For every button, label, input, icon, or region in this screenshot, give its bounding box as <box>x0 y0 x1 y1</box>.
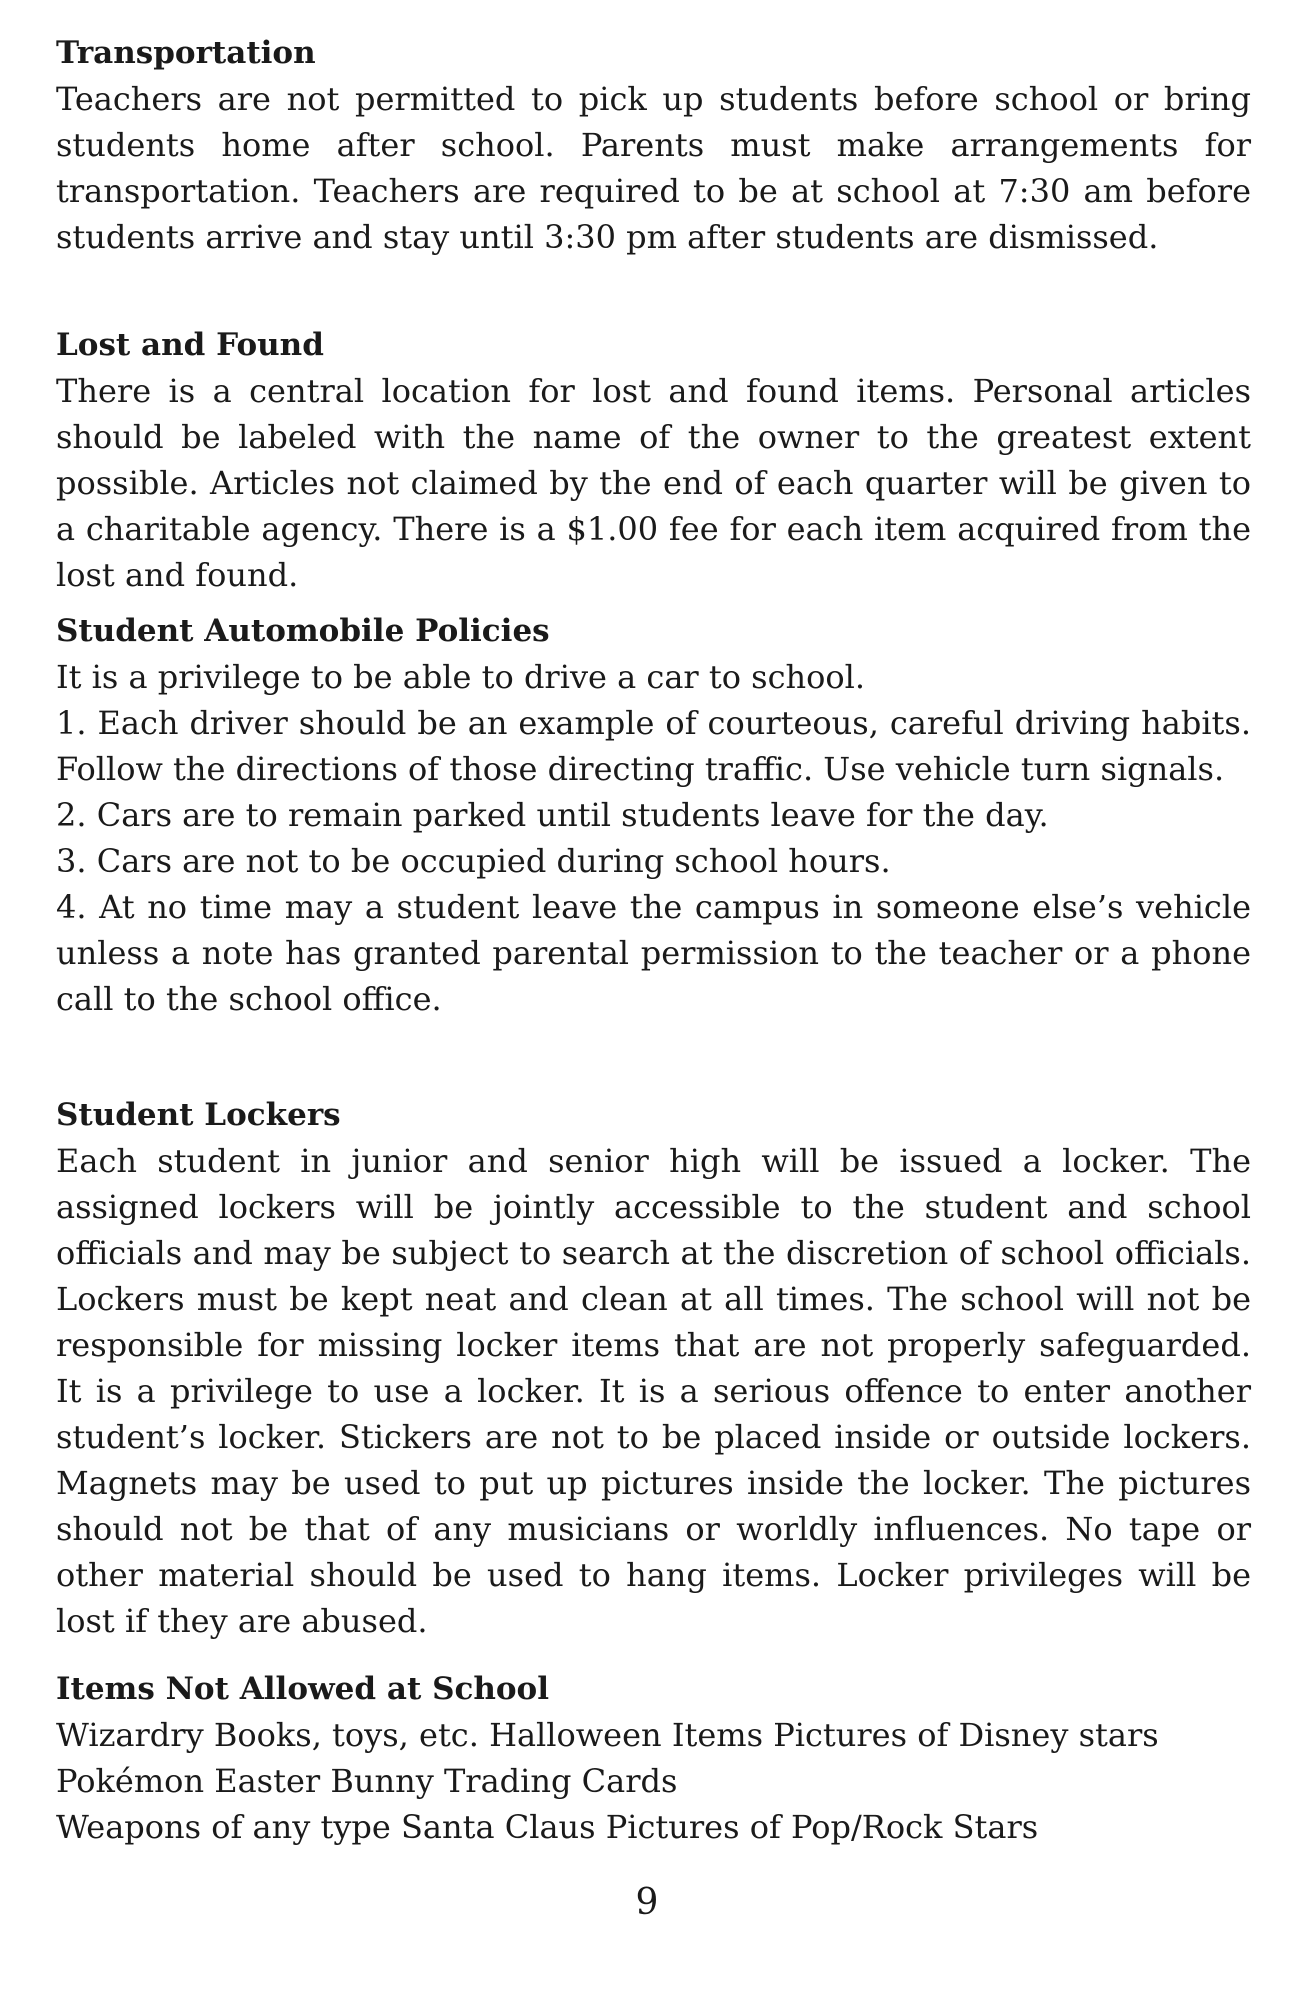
automobile-rule-4: 4. At no time may a student leave the campus in someone else’s vehicle unless a note has granted parental permission to the teacher or a phone call to the school office. <box>56 888 1251 1018</box>
items-not-allowed-line-1: Wizardry Books, toys, etc. Halloween Items Pictures of Disney stars <box>56 1716 1159 1754</box>
transportation-paragraph: Teachers are not permitted to pick up students before school or bring students home after school. Parents must make arrangements for transportation. Teachers are required to be at school at 7:30 am before students arrive and stay until 3:30 pm after students are dismissed. <box>56 80 1251 256</box>
automobile-rule-3: 3. Cars are not to be occupied during school hours. <box>56 842 891 880</box>
section-items-not-allowed <box>56 1666 1251 1850</box>
section-title-items-not-allowed: Items Not Allowed at School <box>56 1671 550 1707</box>
page-number: 9 <box>635 1882 659 1923</box>
section-student-lockers <box>56 1092 1251 1644</box>
document-page <box>56 30 1251 1850</box>
section-lost-and-found <box>56 322 1251 598</box>
lost-and-found-paragraph: There is a central location for lost and found items. Personal articles should be labeled with the name of the owner to the greatest extent possible. Articles not claimed by the end of each quarter will be given to a charitable agency. There is a $1.00 fee for each item acquired from the lost and found. <box>56 372 1251 594</box>
section-automobile-policies <box>56 608 1251 1022</box>
section-title-automobile-policies: Student Automobile Policies <box>56 613 550 649</box>
automobile-rule-2: 2. Cars are to remain parked until students leave for the day. <box>56 796 1049 834</box>
section-transportation <box>56 30 1251 260</box>
section-title-lost-and-found: Lost and Found <box>56 327 324 363</box>
section-title-student-lockers: Student Lockers <box>56 1097 341 1133</box>
lockers-paragraph: Each student in junior and senior high will be issued a locker. The assigned lockers will be jointly accessible to the student and school officials and may be subject to search at the discretion of school officials. Lockers must be kept neat and clean at all times. The school will not be responsible for missing locker items that are not properly safeguarded. It is a privilege to use a locker. It is a serious offence to enter another student’s locker. Stickers are not to be placed inside or outside lockers. Magnets may be used to put up pictures inside the locker. The pictures should not be that of any musicians or worldly influences. No tape or other material should be used to hang items. Locker privileges will be lost if they are abused. <box>56 1142 1251 1640</box>
items-not-allowed-line-3: Weapons of any type Santa Claus Pictures of Pop/Rock Stars <box>56 1808 1039 1846</box>
section-title-transportation: Transportation <box>56 35 316 71</box>
automobile-rule-1: 1. Each driver should be an example of courteous, careful driving habits. Follow the directions of those directing traffic. Use vehicle turn signals. <box>56 704 1251 788</box>
automobile-intro: It is a privilege to be able to drive a car to school. <box>56 658 866 696</box>
items-not-allowed-line-2: Pokémon Easter Bunny Trading Cards <box>56 1762 678 1800</box>
